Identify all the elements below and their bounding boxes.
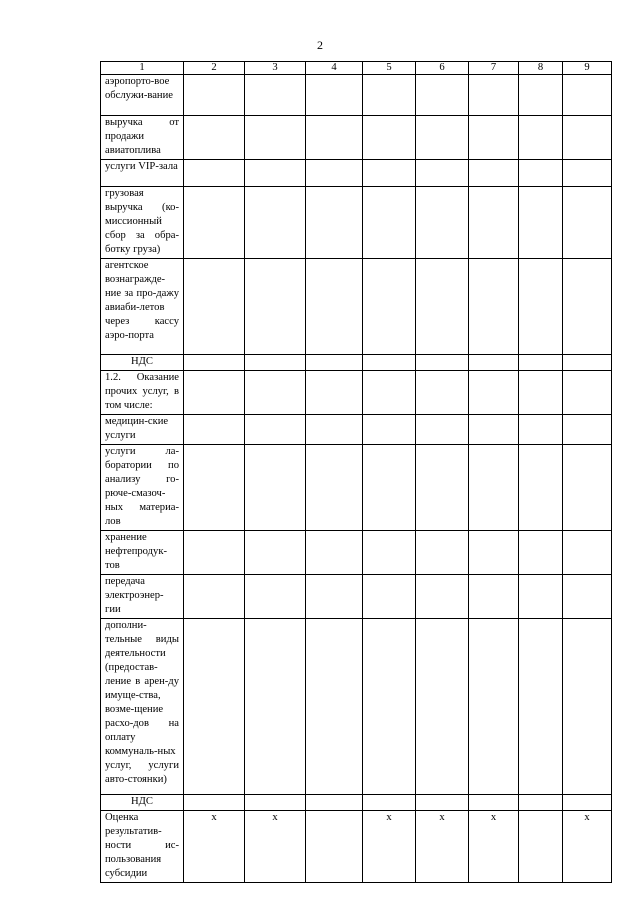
table-cell bbox=[306, 445, 363, 531]
table-row bbox=[101, 75, 612, 116]
table-cell bbox=[363, 355, 416, 371]
table-cell bbox=[306, 795, 363, 811]
row-label-cell: услуги VIP-зала bbox=[101, 160, 184, 187]
table-cell bbox=[184, 355, 245, 371]
table-cell bbox=[184, 259, 245, 355]
table-cell bbox=[519, 371, 563, 415]
table-cell bbox=[519, 811, 563, 883]
table-cell bbox=[184, 575, 245, 619]
table-cell bbox=[469, 531, 519, 575]
table-row bbox=[101, 415, 612, 445]
row-label-cell: 1.2. Оказание прочих услуг, в том числе: bbox=[101, 371, 184, 415]
table-cell bbox=[184, 531, 245, 575]
table-row bbox=[101, 811, 612, 883]
table-row bbox=[101, 445, 612, 531]
header-cell: 2 bbox=[184, 62, 245, 75]
row-label-cell: грузовая выручка (ко-миссионный сбор за обра-ботку груза) bbox=[101, 187, 184, 259]
table-cell bbox=[306, 355, 363, 371]
row-label-cell: Оценка результатив-ности ис-пользования субсидии bbox=[101, 811, 184, 883]
row-label-cell: выручка от продажи авиатоплива bbox=[101, 116, 184, 160]
table-cell bbox=[563, 445, 612, 531]
table-cell bbox=[245, 445, 306, 531]
table-cell bbox=[519, 531, 563, 575]
table-cell bbox=[519, 187, 563, 259]
table-row bbox=[101, 355, 612, 371]
table-cell bbox=[519, 116, 563, 160]
table-cell bbox=[245, 795, 306, 811]
table-cell bbox=[563, 259, 612, 355]
table-cell bbox=[306, 75, 363, 116]
table-cell bbox=[245, 187, 306, 259]
table-cell bbox=[563, 415, 612, 445]
table-cell bbox=[469, 75, 519, 116]
table-cell bbox=[416, 355, 469, 371]
header-cell: 9 bbox=[563, 62, 612, 75]
table-cell bbox=[469, 259, 519, 355]
report-table bbox=[100, 61, 612, 883]
table-cell bbox=[306, 575, 363, 619]
table-cell bbox=[416, 795, 469, 811]
table-row bbox=[101, 160, 612, 187]
table-cell bbox=[519, 259, 563, 355]
table-cell bbox=[469, 187, 519, 259]
table-cell bbox=[245, 160, 306, 187]
table-cell bbox=[184, 415, 245, 445]
row-label-cell: дополни-тельные виды деятельности (предостав-ление в арен-ду имуще-ства, возме-щение расхо-дов на оплату коммуналь-ных услуг, услуги авто-стоянки) bbox=[101, 619, 184, 795]
table-cell bbox=[363, 575, 416, 619]
table-cell bbox=[416, 619, 469, 795]
row-label-cell: аэропорто-вое обслужи-вание bbox=[101, 75, 184, 116]
header-cell: 8 bbox=[519, 62, 563, 75]
table-cell bbox=[469, 795, 519, 811]
table-cell bbox=[416, 415, 469, 445]
table-cell bbox=[469, 160, 519, 187]
table-cell bbox=[245, 355, 306, 371]
table-cell: x bbox=[469, 811, 519, 883]
header-cell: 7 bbox=[469, 62, 519, 75]
table-cell bbox=[306, 259, 363, 355]
table-cell bbox=[184, 187, 245, 259]
table-cell bbox=[519, 355, 563, 371]
table-cell bbox=[245, 116, 306, 160]
table-cell bbox=[519, 619, 563, 795]
table-cell bbox=[469, 355, 519, 371]
table-row bbox=[101, 575, 612, 619]
table-cell bbox=[563, 116, 612, 160]
table-row bbox=[101, 259, 612, 355]
table-cell bbox=[563, 531, 612, 575]
table-cell bbox=[363, 445, 416, 531]
table-cell bbox=[416, 445, 469, 531]
row-label-cell: медицин-ские услуги bbox=[101, 415, 184, 445]
table-cell bbox=[563, 75, 612, 116]
table-row bbox=[101, 795, 612, 811]
table-cell bbox=[519, 75, 563, 116]
table-cell bbox=[519, 445, 563, 531]
table-cell bbox=[363, 160, 416, 187]
table-cell bbox=[563, 575, 612, 619]
table-cell bbox=[184, 795, 245, 811]
table-row bbox=[101, 187, 612, 259]
table-cell bbox=[519, 415, 563, 445]
table-cell bbox=[306, 187, 363, 259]
table-cell bbox=[245, 371, 306, 415]
row-label-cell: услуги ла-боратории по анализу го-рюче-смазоч-ных материа-лов bbox=[101, 445, 184, 531]
row-label-cell: НДС bbox=[101, 795, 184, 811]
table-cell bbox=[245, 415, 306, 445]
table-cell bbox=[363, 415, 416, 445]
table-cell bbox=[363, 371, 416, 415]
header-row bbox=[101, 62, 612, 75]
table-cell bbox=[184, 116, 245, 160]
table-cell bbox=[469, 415, 519, 445]
table-cell bbox=[306, 531, 363, 575]
table-cell bbox=[306, 160, 363, 187]
table-cell: x bbox=[416, 811, 469, 883]
table-cell bbox=[519, 795, 563, 811]
table-row bbox=[101, 116, 612, 160]
row-label-cell: передача электроэнер-гии bbox=[101, 575, 184, 619]
table-cell bbox=[416, 187, 469, 259]
header-cell: 3 bbox=[245, 62, 306, 75]
page-number: 2 bbox=[317, 38, 323, 52]
row-label-cell: НДС bbox=[101, 355, 184, 371]
row-label-cell: агентское вознагражде-ние за про-дажу авиаби-летов через кассу аэро-порта bbox=[101, 259, 184, 355]
table-cell bbox=[363, 75, 416, 116]
header-cell: 4 bbox=[306, 62, 363, 75]
header-cell: 1 bbox=[101, 62, 184, 75]
table-cell bbox=[416, 531, 469, 575]
table-cell bbox=[245, 575, 306, 619]
table-cell bbox=[416, 160, 469, 187]
table-cell bbox=[416, 575, 469, 619]
table-cell bbox=[469, 116, 519, 160]
table-cell bbox=[416, 116, 469, 160]
table-cell bbox=[245, 531, 306, 575]
table-cell: x bbox=[563, 811, 612, 883]
table-cell bbox=[363, 795, 416, 811]
table-cell bbox=[306, 371, 363, 415]
table-cell bbox=[245, 75, 306, 116]
table-cell bbox=[563, 187, 612, 259]
table-cell bbox=[363, 116, 416, 160]
table-cell bbox=[184, 75, 245, 116]
table-cell bbox=[563, 371, 612, 415]
table-cell bbox=[245, 259, 306, 355]
header-cell: 6 bbox=[416, 62, 469, 75]
table-cell: x bbox=[184, 811, 245, 883]
row-label-cell: хранение нефтепродук-тов bbox=[101, 531, 184, 575]
table-cell bbox=[363, 619, 416, 795]
table-cell bbox=[469, 445, 519, 531]
table-cell bbox=[306, 415, 363, 445]
table-cell bbox=[563, 355, 612, 371]
table-row bbox=[101, 619, 612, 795]
table-cell bbox=[469, 371, 519, 415]
table-cell bbox=[563, 160, 612, 187]
table-cell bbox=[306, 116, 363, 160]
table-cell bbox=[363, 259, 416, 355]
table-cell bbox=[184, 445, 245, 531]
table-cell bbox=[245, 619, 306, 795]
table-cell bbox=[363, 531, 416, 575]
table-cell bbox=[469, 619, 519, 795]
header-cell: 5 bbox=[363, 62, 416, 75]
table-cell bbox=[306, 811, 363, 883]
table-cell bbox=[469, 575, 519, 619]
table-cell bbox=[306, 619, 363, 795]
table-cell bbox=[563, 619, 612, 795]
table-cell bbox=[416, 371, 469, 415]
table-cell bbox=[363, 187, 416, 259]
table-cell bbox=[563, 795, 612, 811]
table-cell bbox=[519, 160, 563, 187]
table-cell bbox=[184, 160, 245, 187]
table-cell bbox=[184, 371, 245, 415]
table-cell: x bbox=[363, 811, 416, 883]
table-cell: x bbox=[245, 811, 306, 883]
table-cell bbox=[416, 75, 469, 116]
table-cell bbox=[519, 575, 563, 619]
table-cell bbox=[416, 259, 469, 355]
table-row bbox=[101, 531, 612, 575]
table-row bbox=[101, 371, 612, 415]
table-cell bbox=[184, 619, 245, 795]
